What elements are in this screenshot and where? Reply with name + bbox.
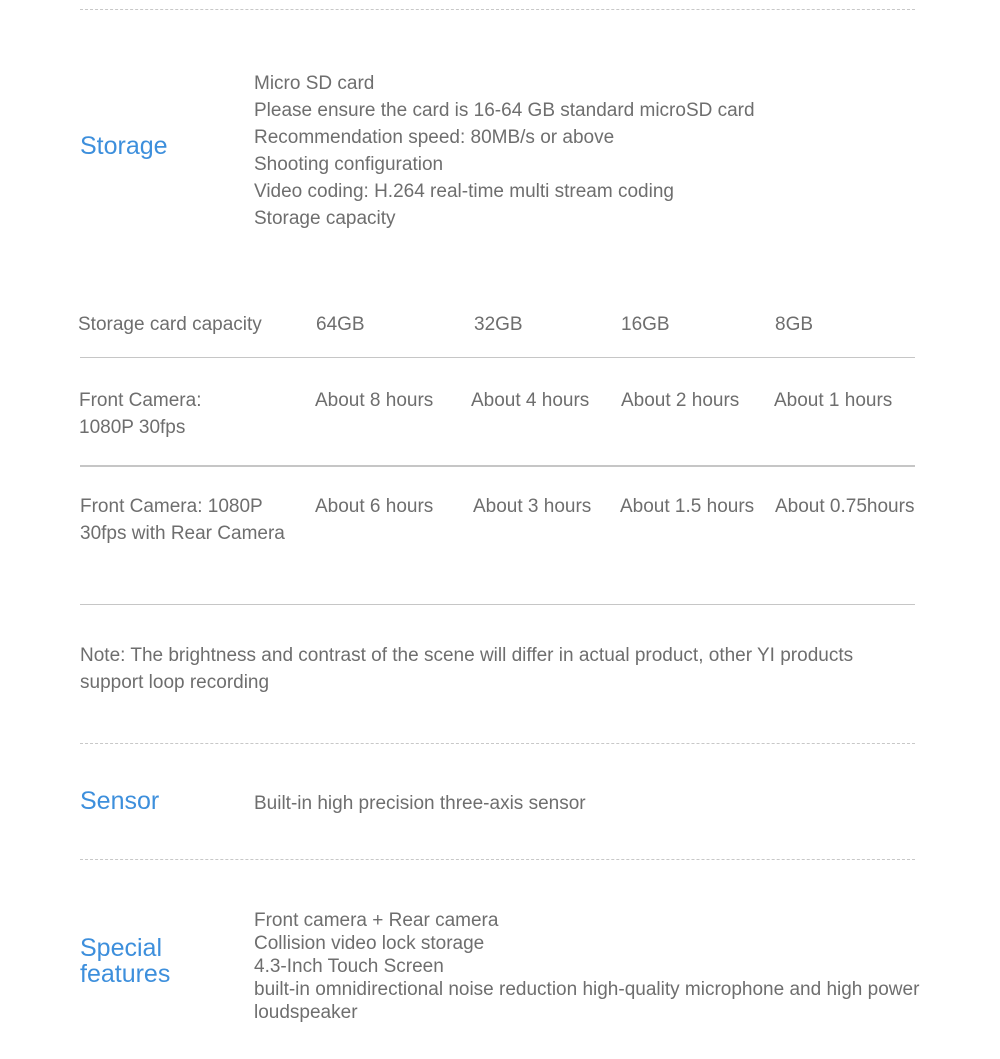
table-cell: About 6 hours — [315, 496, 434, 517]
table-divider — [80, 604, 915, 605]
table-header-cell: 64GB — [316, 314, 365, 335]
table-header-label: Storage card capacity — [78, 314, 262, 335]
special-line: built-in omnidirectional noise reduction high-quality microphone and high power loudspeaker — [254, 979, 920, 1023]
table-cell: About 3 hours — [473, 496, 592, 517]
special-line: Front camera + Rear camera — [254, 910, 499, 931]
storage-line: Recommendation speed: 80MB/s or above — [254, 127, 615, 148]
table-header-cell: 32GB — [474, 314, 523, 335]
table-cell: About 2 hours — [621, 390, 740, 411]
storage-lines — [254, 70, 755, 232]
storage-title: Storage — [80, 132, 168, 160]
special-title-line: Special — [80, 934, 162, 962]
storage-line: Video coding: H.264 real-time multi stream coding — [254, 181, 674, 202]
section-divider — [80, 743, 915, 744]
table-row-label: Front Camera: 1080P 30fps with Rear Camera — [80, 496, 285, 544]
section-divider — [80, 859, 915, 860]
storage-line: Shooting configuration — [254, 154, 444, 175]
table-header-cell: 8GB — [775, 314, 814, 335]
table-row-label: Front Camera: 1080P 30fps — [79, 390, 202, 438]
table-cell: About 8 hours — [315, 390, 434, 411]
special-line: Collision video lock storage — [254, 933, 485, 954]
special-title-line: features — [80, 960, 171, 988]
table-cell: About 1 hours — [774, 390, 893, 411]
table-cell: About 4 hours — [471, 390, 590, 411]
table-header-cell: 16GB — [621, 314, 670, 335]
table-note: Note: The brightness and contrast of the scene will differ in actual product, other YI products support loop recording — [80, 645, 854, 693]
table-divider — [80, 357, 915, 358]
table-cell: About 1.5 hours — [620, 496, 755, 517]
storage-line: Please ensure the card is 16-64 GB standard microSD card — [254, 100, 755, 121]
table-divider — [80, 465, 915, 467]
storage-line: Storage capacity — [254, 208, 396, 229]
sensor-title: Sensor — [80, 787, 160, 815]
special-features-title — [80, 935, 170, 987]
special-lines — [254, 909, 924, 1024]
sensor-text: Built-in high precision three-axis sensor — [254, 793, 586, 814]
top-divider — [80, 9, 915, 10]
storage-line: Micro SD card — [254, 73, 375, 94]
table-cell: About 0.75hours — [775, 496, 915, 517]
special-line: 4.3-Inch Touch Screen — [254, 956, 444, 977]
